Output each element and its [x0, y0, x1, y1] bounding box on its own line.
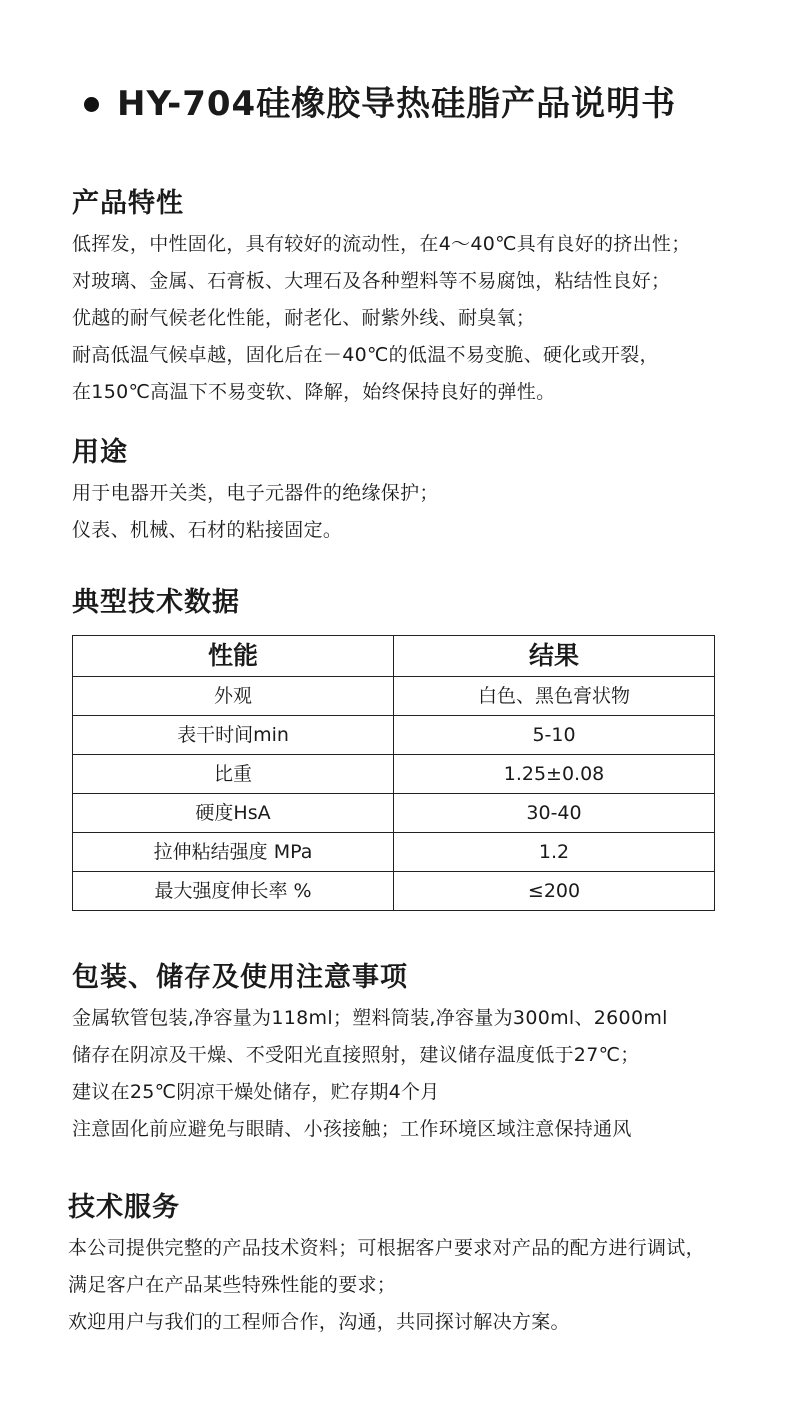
service-line: 欢迎用户与我们的工程师合作，沟通，共同探讨解决方案。	[68, 1311, 570, 1333]
features-line: 优越的耐气候老化性能，耐老化、耐紫外线、耐臭氧；	[72, 307, 536, 329]
document-title-text: HY-704硅橡胶导热硅脂产品说明书	[117, 84, 677, 124]
tech-data-table	[72, 635, 715, 911]
document-title	[84, 82, 676, 126]
packaging-line: 建议在25℃阴凉干燥处储存，贮存期4个月	[72, 1081, 440, 1103]
table-cell-property: 硬度HsA	[73, 794, 394, 833]
table-cell-property: 最大强度伸长率 %	[73, 872, 394, 911]
table-row	[73, 794, 715, 833]
table-row	[73, 833, 715, 872]
table-cell-result: 30-40	[394, 794, 715, 833]
table-cell-result: 1.25±0.08	[394, 755, 715, 794]
features-line: 对玻璃、金属、石膏板、大理石及各种塑料等不易腐蚀，粘结性良好；	[72, 270, 671, 292]
table-cell-property: 外观	[73, 677, 394, 716]
table-cell-property: 表干时间min	[73, 716, 394, 755]
column-header-result: 结果	[394, 636, 715, 677]
table-cell-result: 白色、黑色膏状物	[394, 677, 715, 716]
table-cell-result: 1.2	[394, 833, 715, 872]
table-cell-property: 拉伸粘结强度 MPa	[73, 833, 394, 872]
usage-heading: 用途	[72, 437, 128, 468]
table-cell-result: 5-10	[394, 716, 715, 755]
service-line: 满足客户在产品某些特殊性能的要求；	[68, 1274, 397, 1296]
features-line: 耐高低温气候卓越，固化后在－40℃的低温不易变脆、硬化或开裂，	[72, 344, 659, 366]
table-row	[73, 755, 715, 794]
table-cell-property: 比重	[73, 755, 394, 794]
usage-section	[72, 435, 782, 549]
packaging-heading: 包装、储存及使用注意事项	[72, 962, 408, 993]
packaging-line: 储存在阴凉及干燥、不受阳光直接照射，建议储存温度低于27℃；	[72, 1044, 640, 1066]
packaging-section	[72, 960, 782, 1148]
service-section	[68, 1190, 778, 1341]
table-header-row	[73, 636, 715, 677]
bullet-icon	[84, 97, 99, 112]
tech-data-section	[72, 585, 782, 621]
packaging-line: 注意固化前应避免与眼睛、小孩接触；工作环境区域注意保持通风	[72, 1118, 632, 1140]
table-row	[73, 677, 715, 716]
features-line: 低挥发，中性固化，具有较好的流动性，在4～40℃具有良好的挤出性；	[72, 233, 691, 255]
table-row	[73, 872, 715, 911]
features-section	[72, 186, 782, 411]
table-row	[73, 716, 715, 755]
service-line: 本公司提供完整的产品技术资料；可根据客户要求对产品的配方进行调试，	[68, 1237, 705, 1259]
features-line: 在150℃高温下不易变软、降解，始终保持良好的弹性。	[72, 381, 556, 403]
column-header-property: 性能	[73, 636, 394, 677]
usage-line: 用于电器开关类，电子元器件的绝缘保护；	[72, 482, 439, 504]
table-cell-result: ≤200	[394, 872, 715, 911]
usage-line: 仪表、机械、石材的粘接固定。	[72, 519, 343, 541]
packaging-line: 金属软管包装,净容量为118ml；塑料筒装,净容量为300ml、2600ml	[72, 1007, 668, 1029]
features-heading: 产品特性	[72, 188, 184, 219]
tech-data-heading: 典型技术数据	[72, 587, 240, 618]
service-heading: 技术服务	[68, 1192, 180, 1223]
